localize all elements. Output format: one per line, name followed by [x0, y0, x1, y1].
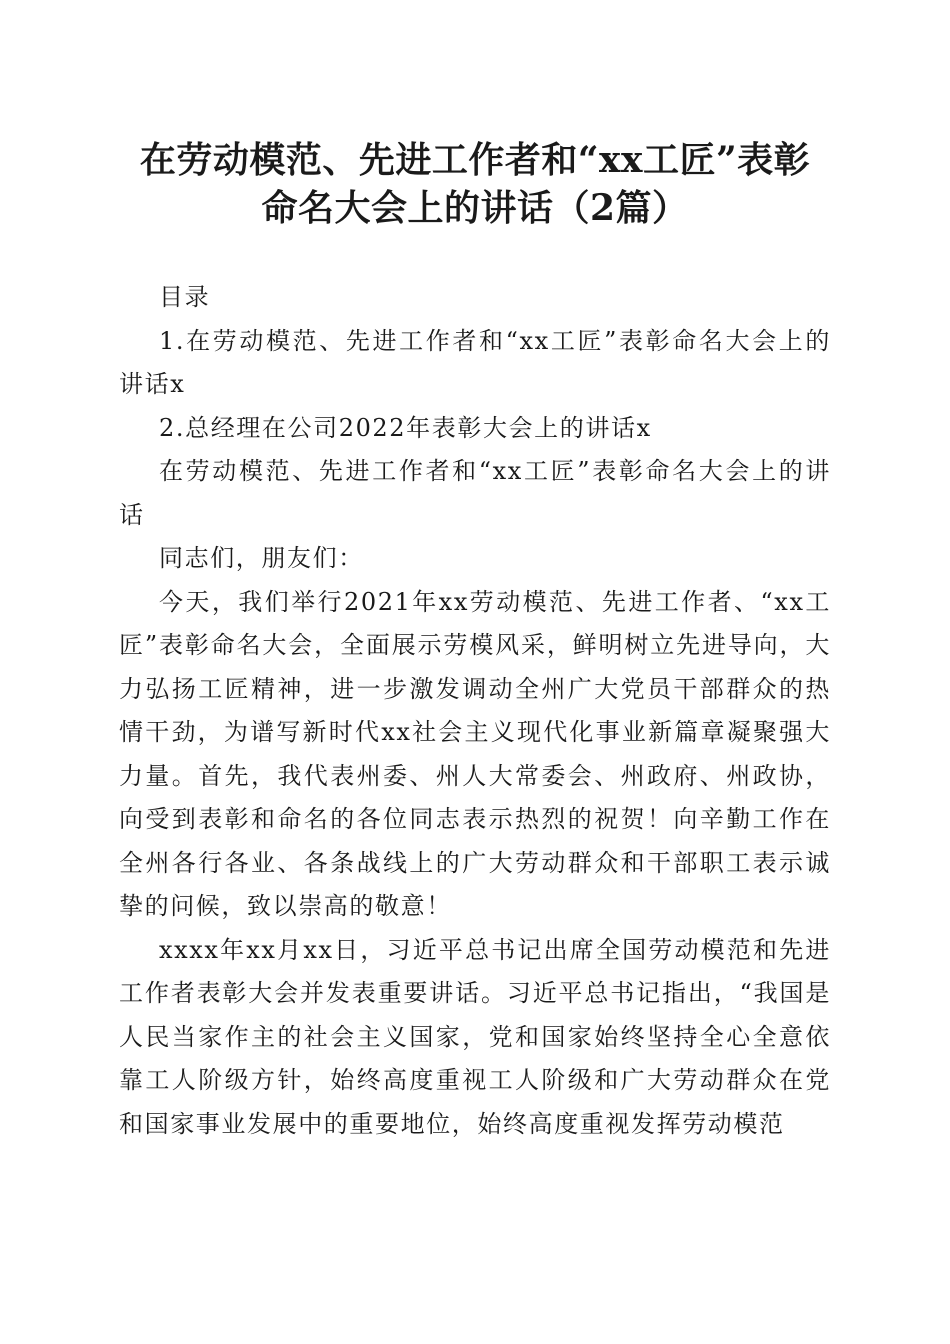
- body-paragraph: 今天，我们举行2021年xx劳动模范、先进工作者、“xx工匠”表彰命名大会，全面展示劳模风采，鲜明树立先进导向，大力弘扬工匠精神，进一步激发调动全州广大党员干部群众的热情干劲，为谱写新时代xx社会主义现代化事业新篇章凝聚强大力量。首先，我代表州委、州人大常委会、州政府、州政协，向受到表彰和命名的各位同志表示热烈的祝贺！向辛勤工作在全州各行各业、各条战线上的广大劳动群众和干部职工表示诚挚的问候，致以崇高的敬意！: [119, 587, 831, 920]
- document-title: [100, 136, 850, 232]
- title-line-2: 命名大会上的讲话（2篇）: [261, 187, 689, 229]
- body-paragraph: xxxx年xx月xx日，习近平总书记出席全国劳动模范和先进工作者表彰大会并发表重要讲话。习近平总书记指出，“我国是人民当家作主的社会主义国家，党和国家始终坚持全心全意依靠工人阶级方针，始终高度重视工人阶级和广大劳动群众在党和国家事业发展中的重要地位，始终高度重视发挥劳动模范: [119, 935, 831, 1138]
- salutation: 同志们，朋友们：: [159, 544, 364, 572]
- toc-item-1: 1.在劳动模范、先进工作者和“xx工匠”表彰命名大会上的讲话x: [119, 326, 831, 398]
- title-line-1: 在劳动模范、先进工作者和“xx工匠”表彰: [139, 139, 811, 181]
- toc-item-2: 2.总经理在公司2022年表彰大会上的讲话x: [159, 413, 652, 442]
- toc-heading: 目录: [159, 283, 211, 311]
- document-body: [119, 276, 831, 1146]
- speech-title: 在劳动模范、先进工作者和“xx工匠”表彰命名大会上的讲话: [119, 457, 831, 529]
